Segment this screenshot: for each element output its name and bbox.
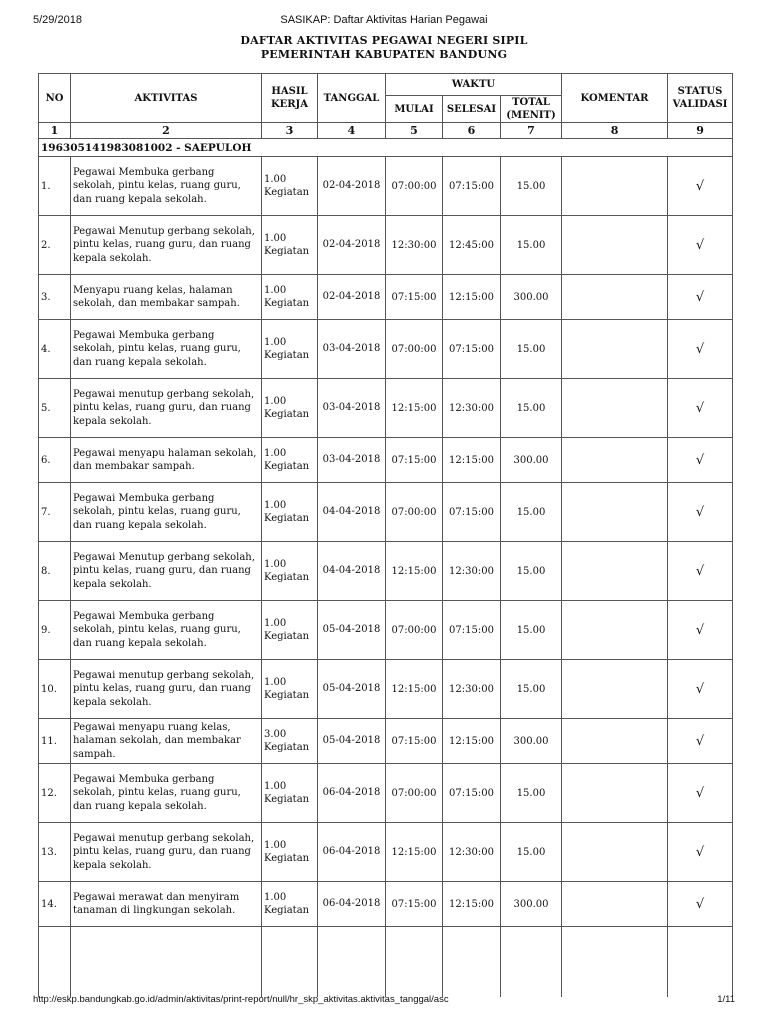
activity-number: 5. — [39, 379, 71, 438]
activity-description: Pegawai menutup gerbang sekolah, pintu kelas, ruang guru, dan ruang kepala sekolah. — [71, 823, 262, 882]
start-time: 12:15:00 — [386, 660, 443, 719]
end-time: 07:15:00 — [443, 764, 501, 823]
komentar-cell — [562, 719, 668, 764]
activity-date: 05-04-2018 — [318, 719, 386, 764]
activity-date: 02-04-2018 — [318, 157, 386, 216]
end-time: 12:30:00 — [443, 660, 501, 719]
activity-number: 10. — [39, 660, 71, 719]
activity-description: Menyapu ruang kelas, halaman sekolah, dan membakar sampah. — [71, 275, 262, 320]
komentar-cell — [562, 379, 668, 438]
hasil-kerja: 1.00 Kegiatan — [262, 660, 318, 719]
table-row — [39, 379, 733, 438]
komentar-cell — [562, 823, 668, 882]
table-row — [39, 660, 733, 719]
start-time: 07:00:00 — [386, 601, 443, 660]
activity-number: 11. — [39, 719, 71, 764]
activity-description: Pegawai Menutup gerbang sekolah, pintu kelas, ruang guru, dan ruang kepala sekolah. — [71, 216, 262, 275]
komentar-cell — [562, 216, 668, 275]
status-validasi-check: √ — [668, 438, 733, 483]
komentar-cell — [562, 483, 668, 542]
hasil-kerja: 1.00 Kegiatan — [262, 542, 318, 601]
hasil-kerja: 1.00 Kegiatan — [262, 379, 318, 438]
col-header-tanggal: TANGGAL — [318, 74, 386, 123]
end-time: 07:15:00 — [443, 601, 501, 660]
start-time: 12:15:00 — [386, 542, 443, 601]
total-minutes: 300.00 — [501, 438, 562, 483]
column-number: 3 — [262, 123, 318, 139]
print-header — [33, 14, 735, 28]
empty-cell — [386, 927, 443, 998]
status-validasi-check: √ — [668, 719, 733, 764]
total-minutes: 15.00 — [501, 601, 562, 660]
activity-description: Pegawai Membuka gerbang sekolah, pintu kelas, ruang guru, dan ruang kepala sekolah. — [71, 764, 262, 823]
activity-date: 05-04-2018 — [318, 660, 386, 719]
end-time: 12:15:00 — [443, 882, 501, 927]
total-minutes: 300.00 — [501, 275, 562, 320]
col-header-komentar: KOMENTAR — [562, 74, 668, 123]
total-minutes: 15.00 — [501, 660, 562, 719]
total-minutes: 15.00 — [501, 157, 562, 216]
komentar-cell — [562, 275, 668, 320]
activity-date: 04-04-2018 — [318, 542, 386, 601]
empty-cell — [262, 927, 318, 998]
start-time: 07:00:00 — [386, 157, 443, 216]
col-header-status-validasi: STATUS VALIDASI — [668, 74, 733, 123]
column-number: 6 — [443, 123, 501, 139]
activity-number: 6. — [39, 438, 71, 483]
start-time: 07:00:00 — [386, 320, 443, 379]
empty-cell — [318, 927, 386, 998]
komentar-cell — [562, 542, 668, 601]
activity-date: 03-04-2018 — [318, 320, 386, 379]
col-header-mulai: MULAI — [386, 96, 443, 123]
total-minutes: 15.00 — [501, 483, 562, 542]
total-minutes: 15.00 — [501, 764, 562, 823]
empty-cell — [562, 927, 668, 998]
end-time: 12:30:00 — [443, 823, 501, 882]
start-time: 07:15:00 — [386, 438, 443, 483]
col-header-selesai: SELESAI — [443, 96, 501, 123]
activity-number: 1. — [39, 157, 71, 216]
start-time: 07:15:00 — [386, 719, 443, 764]
start-time: 07:15:00 — [386, 882, 443, 927]
komentar-cell — [562, 601, 668, 660]
komentar-cell — [562, 320, 668, 379]
column-number-row — [39, 123, 733, 139]
komentar-cell — [562, 157, 668, 216]
employee-name: 196305141983081002 - SAEPULOH — [39, 139, 733, 157]
activity-number: 14. — [39, 882, 71, 927]
end-time: 12:15:00 — [443, 438, 501, 483]
col-header-aktivitas: AKTIVITAS — [71, 74, 262, 123]
activity-description: Pegawai menyapu halaman sekolah, dan membakar sampah. — [71, 438, 262, 483]
end-time: 12:15:00 — [443, 275, 501, 320]
print-url: http://eskp.bandungkab.go.id/admin/aktivitas/print-report/null/hr_skp_aktivitas.aktivitas_tanggal/asc — [33, 994, 449, 1005]
status-validasi-check: √ — [668, 882, 733, 927]
col-header-total: TOTAL (MENIT) — [501, 96, 562, 123]
activity-number: 9. — [39, 601, 71, 660]
komentar-cell — [562, 882, 668, 927]
end-time: 07:15:00 — [443, 483, 501, 542]
empty-cell — [71, 927, 262, 998]
hasil-kerja: 1.00 Kegiatan — [262, 483, 318, 542]
end-time: 07:15:00 — [443, 320, 501, 379]
hasil-kerja: 1.00 Kegiatan — [262, 438, 318, 483]
hasil-kerja: 1.00 Kegiatan — [262, 764, 318, 823]
table-row — [39, 719, 733, 764]
komentar-cell — [562, 764, 668, 823]
total-minutes: 15.00 — [501, 379, 562, 438]
column-number: 2 — [71, 123, 262, 139]
activity-number: 13. — [39, 823, 71, 882]
empty-cell — [39, 927, 71, 998]
activity-number: 4. — [39, 320, 71, 379]
hasil-kerja: 1.00 Kegiatan — [262, 882, 318, 927]
activity-description: Pegawai Membuka gerbang sekolah, pintu kelas, ruang guru, dan ruang kepala sekolah. — [71, 483, 262, 542]
table-row — [39, 542, 733, 601]
activity-table — [38, 73, 733, 997]
start-time: 12:15:00 — [386, 379, 443, 438]
activity-description: Pegawai menyapu ruang kelas, halaman sekolah, dan membakar sampah. — [71, 719, 262, 764]
print-page-title: SASIKAP: Daftar Aktivitas Harian Pegawai — [280, 14, 488, 26]
employee-row — [39, 139, 733, 157]
table-continuation-row — [39, 927, 733, 998]
status-validasi-check: √ — [668, 216, 733, 275]
column-number: 5 — [386, 123, 443, 139]
print-date: 5/29/2018 — [33, 14, 82, 26]
col-header-hasil-kerja: HASIL KERJA — [262, 74, 318, 123]
hasil-kerja: 1.00 Kegiatan — [262, 216, 318, 275]
empty-cell — [501, 927, 562, 998]
document-title-line-2: PEMERINTAH KABUPATEN BANDUNG — [260, 48, 508, 61]
column-number: 4 — [318, 123, 386, 139]
activity-description: Pegawai menutup gerbang sekolah, pintu kelas, ruang guru, dan ruang kepala sekolah. — [71, 660, 262, 719]
komentar-cell — [562, 438, 668, 483]
activity-date: 06-04-2018 — [318, 882, 386, 927]
total-minutes: 15.00 — [501, 542, 562, 601]
hasil-kerja: 1.00 Kegiatan — [262, 823, 318, 882]
activity-date: 03-04-2018 — [318, 438, 386, 483]
activity-description: Pegawai Membuka gerbang sekolah, pintu kelas, ruang guru, dan ruang kepala sekolah. — [71, 320, 262, 379]
activity-date: 02-04-2018 — [318, 216, 386, 275]
activity-number: 8. — [39, 542, 71, 601]
status-validasi-check: √ — [668, 764, 733, 823]
status-validasi-check: √ — [668, 275, 733, 320]
hasil-kerja: 1.00 Kegiatan — [262, 601, 318, 660]
table-row — [39, 438, 733, 483]
hasil-kerja: 3.00 Kegiatan — [262, 719, 318, 764]
activity-date: 04-04-2018 — [318, 483, 386, 542]
end-time: 07:15:00 — [443, 157, 501, 216]
activity-description: Pegawai Membuka gerbang sekolah, pintu kelas, ruang guru, dan ruang kepala sekolah. — [71, 601, 262, 660]
start-time: 07:15:00 — [386, 275, 443, 320]
activity-number: 12. — [39, 764, 71, 823]
table-row — [39, 823, 733, 882]
table-row — [39, 275, 733, 320]
table-header-row-1 — [39, 74, 733, 96]
status-validasi-check: √ — [668, 157, 733, 216]
status-validasi-check: √ — [668, 660, 733, 719]
activity-date: 06-04-2018 — [318, 764, 386, 823]
document-title-line-1: DAFTAR AKTIVITAS PEGAWAI NEGERI SIPIL — [240, 34, 528, 47]
activity-description: Pegawai menutup gerbang sekolah, pintu kelas, ruang guru, dan ruang kepala sekolah. — [71, 379, 262, 438]
activity-date: 06-04-2018 — [318, 823, 386, 882]
status-validasi-check: √ — [668, 483, 733, 542]
table-row — [39, 320, 733, 379]
status-validasi-check: √ — [668, 823, 733, 882]
status-validasi-check: √ — [668, 320, 733, 379]
status-validasi-check: √ — [668, 601, 733, 660]
table-row — [39, 483, 733, 542]
empty-cell — [443, 927, 501, 998]
status-validasi-check: √ — [668, 379, 733, 438]
table-row — [39, 216, 733, 275]
empty-cell — [668, 927, 733, 998]
column-number: 9 — [668, 123, 733, 139]
end-time: 12:15:00 — [443, 719, 501, 764]
column-number: 8 — [562, 123, 668, 139]
table-row — [39, 601, 733, 660]
activity-date: 05-04-2018 — [318, 601, 386, 660]
col-header-waktu: WAKTU — [386, 74, 562, 96]
hasil-kerja: 1.00 Kegiatan — [262, 320, 318, 379]
total-minutes: 300.00 — [501, 882, 562, 927]
total-minutes: 15.00 — [501, 320, 562, 379]
page-number: 1/11 — [717, 994, 735, 1005]
end-time: 12:30:00 — [443, 379, 501, 438]
hasil-kerja: 1.00 Kegiatan — [262, 157, 318, 216]
table-row — [39, 157, 733, 216]
table-row — [39, 764, 733, 823]
column-number: 1 — [39, 123, 71, 139]
start-time: 07:00:00 — [386, 483, 443, 542]
end-time: 12:45:00 — [443, 216, 501, 275]
table-row — [39, 882, 733, 927]
activity-date: 02-04-2018 — [318, 275, 386, 320]
komentar-cell — [562, 660, 668, 719]
column-number: 7 — [501, 123, 562, 139]
total-minutes: 15.00 — [501, 823, 562, 882]
activity-description: Pegawai merawat dan menyiram tanaman di lingkungan sekolah. — [71, 882, 262, 927]
document-title — [0, 34, 768, 62]
hasil-kerja: 1.00 Kegiatan — [262, 275, 318, 320]
start-time: 12:30:00 — [386, 216, 443, 275]
start-time: 12:15:00 — [386, 823, 443, 882]
col-header-no: NO — [39, 74, 71, 123]
total-minutes: 300.00 — [501, 719, 562, 764]
activity-date: 03-04-2018 — [318, 379, 386, 438]
activity-number: 3. — [39, 275, 71, 320]
activity-number: 7. — [39, 483, 71, 542]
print-footer — [33, 994, 735, 1008]
status-validasi-check: √ — [668, 542, 733, 601]
total-minutes: 15.00 — [501, 216, 562, 275]
activity-description: Pegawai Membuka gerbang sekolah, pintu kelas, ruang guru, dan ruang kepala sekolah. — [71, 157, 262, 216]
activity-number: 2. — [39, 216, 71, 275]
start-time: 07:00:00 — [386, 764, 443, 823]
activity-description: Pegawai Menutup gerbang sekolah, pintu kelas, ruang guru, dan ruang kepala sekolah. — [71, 542, 262, 601]
end-time: 12:30:00 — [443, 542, 501, 601]
